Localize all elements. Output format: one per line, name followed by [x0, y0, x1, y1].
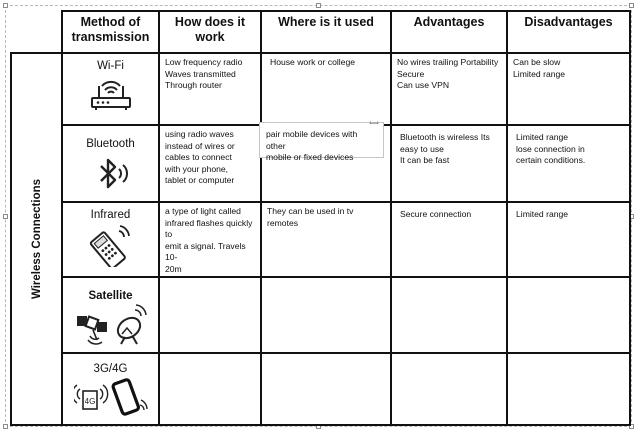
wifi-router-icon	[88, 78, 134, 112]
how-wifi: Low frequency radio Waves transmitted Through router	[165, 57, 243, 91]
disadvantages-wifi: Can be slow Limited range	[513, 57, 566, 79]
tech-name-infrared: Infrared	[90, 209, 131, 221]
table-row	[11, 353, 630, 425]
header-empty-cell	[11, 11, 62, 53]
side-label: Wireless Connections	[30, 178, 43, 299]
how-3g4g	[160, 354, 260, 357]
disadvantages-bluetooth: Limited range lose connection in certain conditions.	[516, 132, 586, 166]
tech-cell-bluetooth	[62, 125, 159, 202]
header-method: Method of transmission	[62, 11, 159, 53]
text-box-bluetooth-where[interactable]	[259, 120, 384, 163]
where-wifi: House work or college	[270, 57, 356, 67]
advantages-infrared: Secure connection	[400, 209, 472, 219]
where-3g4g	[262, 354, 390, 357]
resize-handle-left[interactable]	[3, 214, 8, 219]
tech-name-bluetooth: Bluetooth	[86, 138, 135, 150]
advantages-satellite	[392, 278, 506, 281]
tech-name-satellite: Satellite	[88, 289, 133, 302]
tech-cell-satellite	[62, 277, 159, 353]
table-row	[11, 277, 630, 353]
side-label-cell	[11, 53, 62, 425]
table-row	[11, 202, 630, 277]
text-box-move-grip-icon[interactable]: ⟺	[368, 120, 379, 127]
how-satellite	[160, 278, 260, 281]
disadvantages-infrared: Limited range	[516, 209, 569, 219]
header-how: How does it work	[159, 11, 261, 53]
resize-handle-bottom-left[interactable]	[3, 424, 8, 429]
how-infrared: a type of light called infrared flashes quickly to emit a signal. Travels 10- 20m	[165, 206, 253, 274]
satellite-icon	[75, 304, 147, 346]
tech-cell-3g4g	[62, 353, 159, 425]
remote-control-icon	[86, 223, 136, 267]
tech-cell-infrared	[62, 202, 159, 277]
mobile-phone-icon	[74, 377, 148, 419]
resize-handle-top-left[interactable]	[3, 3, 8, 8]
badge-4g: 4G	[84, 396, 95, 406]
where-infrared: They can be used in tv remotes	[267, 206, 354, 228]
header-where: Where is it used	[261, 11, 391, 53]
table-row	[11, 53, 630, 125]
bluetooth-icon	[91, 156, 131, 192]
resize-handle-top[interactable]	[316, 3, 321, 8]
where-satellite	[262, 278, 390, 281]
tech-name-3g4g: 3G/4G	[93, 362, 128, 375]
disadvantages-satellite	[508, 278, 629, 281]
tech-cell-wifi	[62, 53, 159, 125]
header-row	[11, 11, 630, 53]
disadvantages-3g4g	[508, 354, 629, 357]
header-advantages: Advantages	[391, 11, 507, 53]
advantages-bluetooth: Bluetooth is wireless Its easy to use It can be fast	[400, 132, 490, 166]
advantages-wifi: No wires trailing Portability Secure Can use VPN	[397, 57, 499, 91]
resize-handle-top-right[interactable]	[629, 3, 634, 8]
tech-name-wifi: Wi-Fi	[97, 60, 124, 72]
how-bluetooth: using radio waves instead of wires or cables to connect with your phone, tablet or computer	[165, 129, 235, 186]
transmission-table	[10, 10, 631, 426]
text-box-content: pair mobile devices with other mobile or fixed devices	[266, 129, 358, 163]
advantages-3g4g	[392, 354, 506, 357]
header-disadvantages: Disadvantages	[507, 11, 630, 53]
